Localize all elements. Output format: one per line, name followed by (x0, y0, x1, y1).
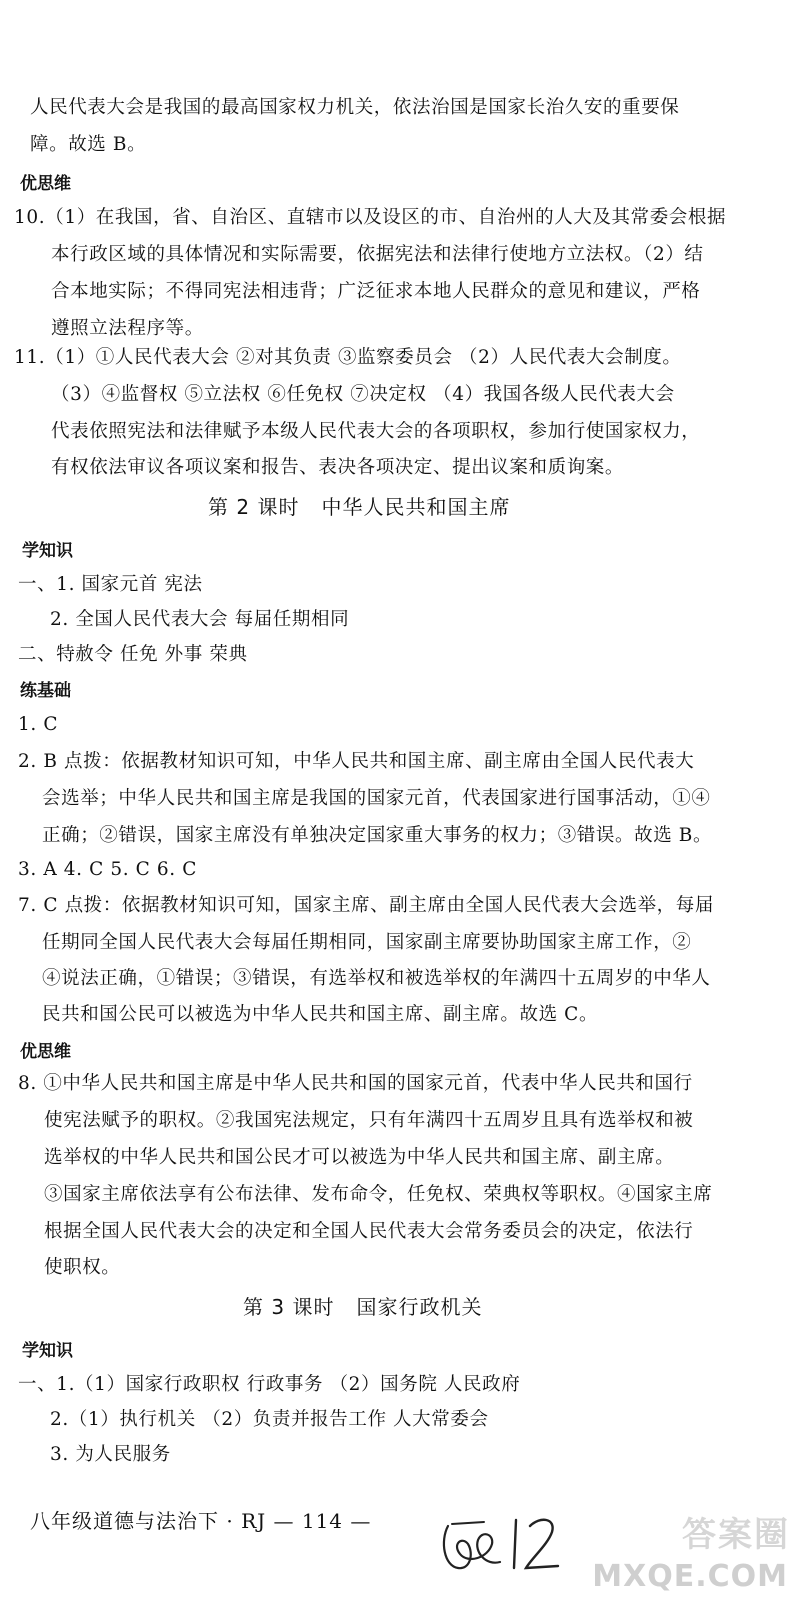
text-line: 民共和国公民可以被选为中华人民共和国主席、副主席。故选 C。 (42, 1004, 599, 1025)
text-line: ③国家主席依法享有公布法律、发布命令，任免权、荣典权等职权。④国家主席 (44, 1184, 713, 1205)
section-heading-xuezhishi: 学知识 (22, 541, 73, 561)
text-line: 任期同全国人民代表大会每届任期相同，国家副主席要协助国家主席工作，② (42, 932, 692, 953)
lesson-title (243, 1294, 482, 1320)
text-line: 3. A 4. C 5. C 6. C (18, 859, 197, 880)
lesson-label: 第 2 课时 (208, 495, 300, 519)
lesson-label: 第 3 课时 (243, 1295, 335, 1319)
text-line: 正确；②错误，国家主席没有单独决定国家重大事务的权力；③错误。故选 B。 (42, 825, 713, 846)
text-line: 11.（1）①人民代表大会 ②对其负责 ③监察委员会 （2）人民代表大会制度。 (14, 347, 682, 368)
text-line: 1. C (18, 714, 59, 735)
text-line: 根据全国人民代表大会的决定和全国人民代表大会常务委员会的决定，依法行 (44, 1221, 694, 1242)
text-line: 代表依照宪法和法律赋予本级人民代表大会的各项职权，参加行使国家权力， (51, 421, 701, 442)
lesson-title (208, 494, 510, 520)
text-line: 7. C 点拨：依据教材知识可知，国家主席、副主席由全国人民代表大会选举，每届 (18, 895, 714, 916)
section-heading-yousiwei: 优思维 (20, 174, 71, 194)
text-line: 使职权。 (44, 1257, 121, 1278)
text-line: 10.（1）在我国，省、自治区、直辖市以及设区的市、自治州的人大及其常委会根据 (14, 207, 727, 228)
text-line: （3）④监督权 ⑤立法权 ⑥任免权 ⑦决定权 （4）我国各级人民代表大会 (51, 384, 675, 405)
watermark-url: MXQE.COM (592, 1559, 788, 1594)
text-line: 8. ①中华人民共和国主席是中华人民共和国的国家元首，代表中华人民共和国行 (18, 1073, 693, 1094)
handwriting-mark (430, 1496, 580, 1586)
lesson-name: 中华人民共和国主席 (321, 495, 511, 519)
text-line: 障。故选 B。 (30, 134, 147, 155)
text-line: 合本地实际；不得同宪法相违背；广泛征求本地人民群众的意见和建议，严格 (51, 281, 701, 302)
text-line: 一、1.（1）国家行政职权 行政事务 （2）国务院 人民政府 (18, 1374, 521, 1395)
section-heading-lianjichu: 练基础 (20, 681, 71, 701)
text-line: 人民代表大会是我国的最高国家权力机关，依法治国是国家长治久安的重要保 (30, 97, 680, 118)
text-line: 二、特赦令 任免 外事 荣典 (18, 644, 248, 665)
text-line: 选举权的中华人民共和国公民才可以被选为中华人民共和国主席、副主席。 (44, 1147, 675, 1168)
text-line: 本行政区域的具体情况和实际需要，依据宪法和法律行使地方立法权。（2）结 (51, 244, 704, 265)
text-line: 会选举；中华人民共和国主席是我国的国家元首，代表国家进行国事活动，①④ (42, 788, 711, 809)
section-heading-yousiwei: 优思维 (20, 1042, 71, 1062)
lesson-name: 国家行政机关 (356, 1295, 483, 1319)
text-line: 使宪法赋予的职权。②我国宪法规定，只有年满四十五周岁且具有选举权和被 (44, 1110, 694, 1131)
text-line: 遵照立法程序等。 (51, 318, 204, 339)
text-line: 2. 全国人民代表大会 每届任期相同 (50, 609, 350, 630)
watermark-text: 答案圈 (682, 1515, 790, 1555)
text-line: ④说法正确，①错误；③错误，有选举权和被选举权的年满四十五周岁的中华人 (42, 968, 711, 989)
text-line: 2.（1）执行机关 （2）负责并报告工作 人大常委会 (50, 1409, 489, 1430)
section-heading-xuezhishi: 学知识 (22, 1341, 73, 1361)
page-footer: 八年级道德与法治下 · RJ — 114 — (30, 1509, 372, 1533)
text-line: 有权依法审议各项议案和报告、表决各项决定、提出议案和质询案。 (51, 457, 625, 478)
watermark (592, 1505, 796, 1600)
text-line: 2. B 点拨：依据教材知识可知，中华人民共和国主席、副主席由全国人民代表大 (18, 751, 695, 772)
text-line: 3. 为人民服务 (50, 1444, 171, 1465)
text-line: 一、1. 国家元首 宪法 (18, 574, 203, 595)
